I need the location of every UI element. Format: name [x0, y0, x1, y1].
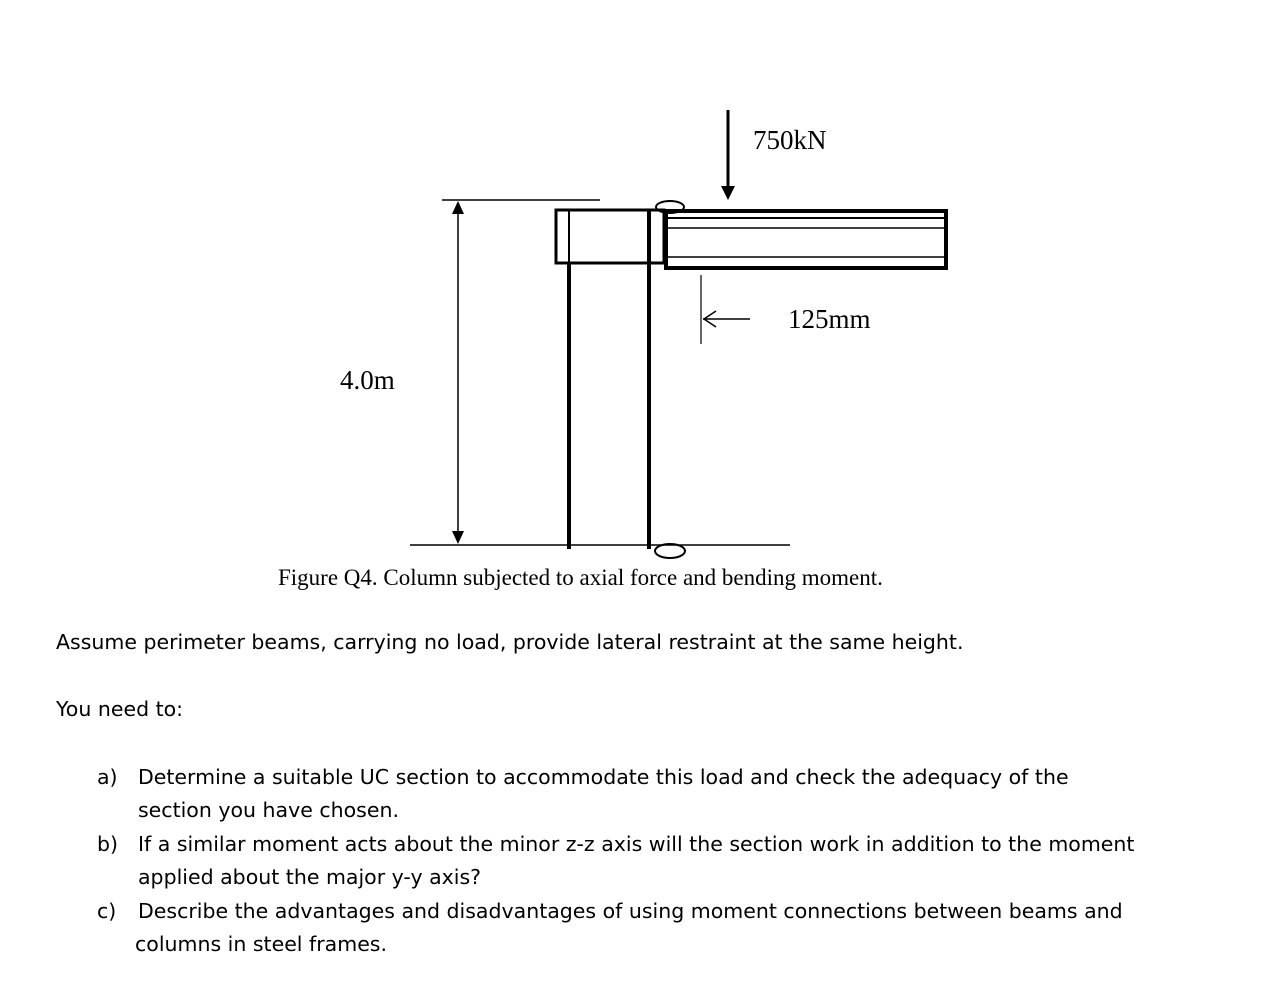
task-marker: a)	[97, 765, 118, 789]
task-text-line: applied about the major y-y axis?	[138, 865, 482, 889]
height-label: 4.0m	[340, 365, 395, 395]
task-text-line: columns in steel frames.	[135, 932, 388, 956]
task-text-line: Describe the advantages and disadvantages of using moment connections between beams and	[138, 899, 1123, 923]
bottom-pin	[655, 544, 685, 558]
task-marker: b)	[97, 832, 119, 856]
load-label: 750kN	[753, 125, 827, 155]
task-text-line: section you have chosen.	[138, 798, 399, 822]
assumption-text: Assume perimeter beams, carrying no load, provide lateral restraint at the same height.	[56, 630, 964, 654]
task-text-line: Determine a suitable UC section to accommodate this load and check the adequacy of the	[138, 765, 1069, 789]
beam	[666, 211, 946, 268]
axial-load-arrow	[721, 110, 735, 200]
eccentricity-arrow	[701, 275, 750, 344]
task-marker: c)	[97, 899, 117, 923]
height-dimension-arrow	[452, 201, 464, 544]
figure-caption: Figure Q4. Column subjected to axial force and bending moment.	[278, 565, 883, 590]
eccentricity-label: 125mm	[788, 304, 871, 334]
intro-text: You need to:	[56, 697, 184, 721]
task-text-line: If a similar moment acts about the minor z-z axis will the section work in addition to the moment	[138, 832, 1135, 856]
